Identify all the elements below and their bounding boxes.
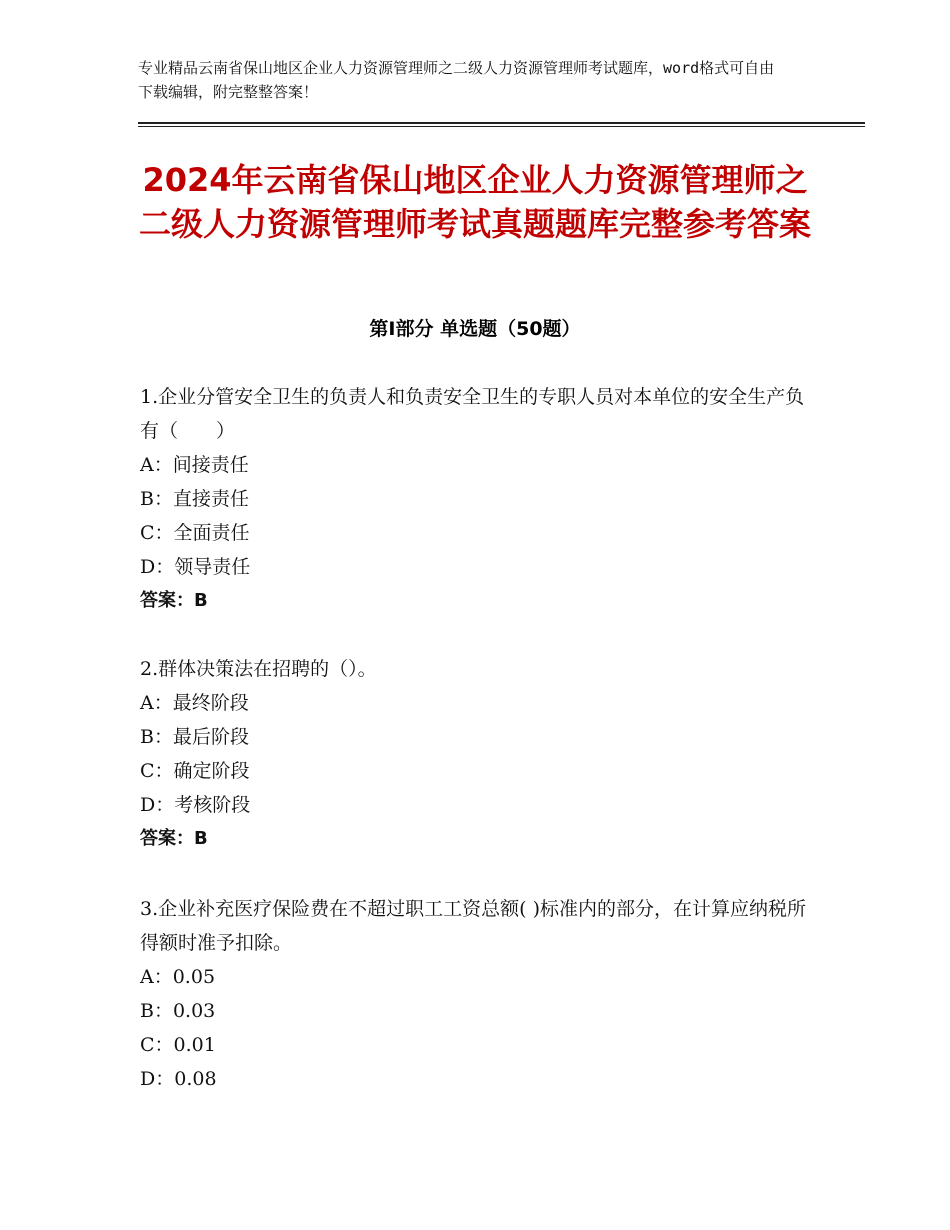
question-3 — [140, 892, 810, 1096]
answer: 答案：B — [140, 590, 208, 611]
option-d: D：考核阶段 — [140, 794, 251, 816]
header-note: 专业精品云南省保山地区企业人力资源管理师之二级人力资源管理师考试题库，word格式可自由下载编辑，附完整整答案！ — [138, 59, 775, 101]
option-c: C：确定阶段 — [140, 760, 250, 782]
option-b: B：直接责任 — [140, 488, 249, 510]
question-1 — [140, 380, 810, 618]
option-c: C：全面责任 — [140, 522, 250, 544]
section-heading: 第Ⅰ部分 单选题（50题） — [369, 318, 581, 340]
option-b: B：最后阶段 — [140, 726, 249, 748]
header-divider-thick — [138, 122, 865, 124]
option-d: D：领导责任 — [140, 556, 251, 578]
option-c: C：0.01 — [140, 1034, 216, 1056]
option-a: A：0.05 — [140, 966, 216, 988]
answer: 答案：B — [140, 828, 208, 849]
question-stem: 3.企业补充医疗保险费在不超过职工工资总额( )标准内的部分，在计算应纳税所得额时准予扣除。 — [140, 898, 806, 954]
option-d: D：0.08 — [140, 1068, 217, 1090]
document-title: 2024年云南省保山地区企业人力资源管理师之二级人力资源管理师考试真题题库完整参考答案 — [138, 161, 811, 243]
question-2 — [140, 652, 810, 856]
question-stem: 2.群体决策法在招聘的（）。 — [140, 658, 377, 680]
option-b: B：0.03 — [140, 1000, 216, 1022]
question-stem: 1.企业分管安全卫生的负责人和负责安全卫生的专职人员对本单位的安全生产负有（ ） — [140, 386, 805, 442]
header-divider-thin — [138, 126, 865, 127]
option-a: A：间接责任 — [140, 454, 249, 476]
option-a: A：最终阶段 — [140, 692, 249, 714]
